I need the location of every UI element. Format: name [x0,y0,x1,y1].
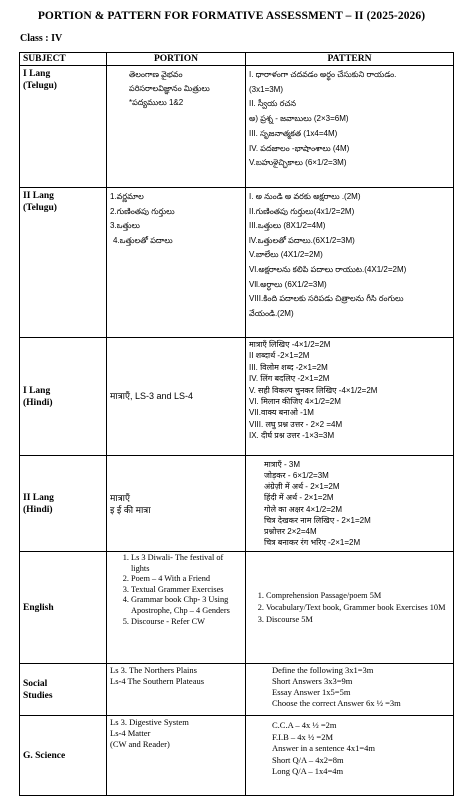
pattern-line: IV. పదజాలం -భాషాంశాలు (4M) [249,143,350,153]
pattern-line: VIII.కింది పదాలకు సరిపడు చిత్రాలను గీసి రంగులు [249,294,404,304]
subject-name: I Lang [23,69,51,79]
pattern-line: Vl.అక్షరాలను కలిపి పదాలు రాయుట.(4X1/2=2M) [249,264,407,274]
pattern-line: II. స్వీయ రచన [249,99,297,109]
list-item: 3.ఒత్తులు [110,221,140,230]
table-row [20,338,454,456]
portion-line: Ls-4 The Southern Plateaus [110,676,205,686]
list-item: 4.ఒత్తులతో పదాలు [113,235,173,245]
subject-sub: (Telugu) [23,203,57,213]
list-item: 3. Discourse 5M [266,614,450,626]
subject-cell [20,188,107,338]
subject-cell [20,338,107,456]
list-item: 1. Comprehension Passage/poem 5M [266,590,450,602]
portion-cell [107,66,246,188]
list-item: 3. Textual Grammer Exercises [131,585,242,596]
table-row [20,664,454,716]
pattern-line: lV.ఒత్తులతో పదాలు.(6X1/2=3M) [249,235,355,245]
portion-cell [107,456,246,552]
pattern-line: V.బాలేలు (4X1/2=2M) [249,250,323,260]
header-portion: PORTION [107,53,246,66]
list-item: 2.గుణింతపు గుర్తులు [110,206,175,216]
table-row [20,716,454,796]
pattern-line: (3x1=3M) [249,84,284,94]
list-item: 1. Define the following 3x1=3m [272,665,450,676]
list-item: 3. Answer in a sentence 4x1=4m [272,743,450,755]
pattern-line: III. సృజనాత్మకత (1x4=4M) [249,128,338,138]
subject-name: Social [23,678,48,689]
list-item: 1. मात्राएँ - 3M [264,459,450,470]
header-pattern: PATTERN [246,53,454,66]
list-item: 2. जोड़कर - 6×1/2=3M [264,470,450,481]
list-item: 2. Poem – 4 With a Friend [131,574,242,585]
pattern-line: VII.वाक्य बनाओ -1M [249,408,314,418]
list-item: 5. गोले का अक्षर 4×1/2=2M [264,504,450,515]
pattern-line: मात्राएँ लिखिए -4×1/2=2M [249,340,331,349]
subject-sub: (Hindi) [23,397,53,408]
list-item: 2. F.I.B – 4x ½ =2M [272,732,450,744]
list-item: 5. Discourse - Refer CW [131,617,242,628]
subject-name: G. Science [23,750,66,761]
subject-name: II Lang [23,191,54,201]
table-row [20,66,454,188]
portion-cell [107,664,246,716]
portion-line: मात्राएँ, LS-3 and LS-4 [110,390,194,401]
portion-line: Ls 3. The Northers Plains [110,665,197,675]
pattern-line: III.ఒత్తులు (8X1/2=4M) [249,221,326,231]
pattern-cell [246,664,454,716]
list-item: 4. Short Q/A – 4x2=8m [272,755,450,767]
list-item: 4. Grammar book Chp- 3 Using Apostrophe, Chp – 4 Genders [131,595,242,616]
list-item: 2. పరిసరాలవిజ్ఞానం మిత్రులు [129,82,242,96]
table-row [20,552,454,664]
table-header-row [20,53,454,66]
subject-name: English [23,602,54,613]
portion-cell [107,716,246,796]
list-item: 4. Choose the correct Answer 6x ½ =3m [272,698,450,709]
pattern-line: అ) ప్రశ్న - జవాబులు (2×3=6M) [249,114,349,124]
pattern-cell [246,552,454,664]
pattern-line: II.గుణింతపు గుర్తులు(4x1/2=2M) [249,206,355,216]
subject-cell [20,456,107,552]
pattern-line: VIII. लघु प्रश्न उत्तर - 2×2 =4M [249,419,343,429]
table-row [20,456,454,552]
pattern-cell [246,66,454,188]
pattern-line: VI. मिलान कीजिए 4×1/2=2M [249,397,341,407]
list-item: 1.వర్ణమాల [110,192,144,201]
portion-cell [107,338,246,456]
portion-line: मात्राएँ [110,492,130,503]
header-subject: SUBJECT [20,53,107,66]
list-item: 7. प्रश्नोत्तर 2×2=4M [264,526,450,537]
subject-cell [20,716,107,796]
subject-cell [20,66,107,188]
list-item: 2. Short Answers 3x3=9m [272,676,450,687]
class-label: Class : IV [20,33,63,44]
list-item: 2. Vocabulary/Text book, Grammer book Exercises 10M [266,602,450,614]
pattern-cell [246,338,454,456]
list-item: 4. हिंदी में अर्थ - 2×1=2M [264,492,450,503]
list-item: 8. चित्र बनाकर रंग भरिए -2×1=2M [264,537,450,548]
pattern-line: వేయండి.(2M) [249,308,294,318]
list-item: 1. Ls 3 Diwali- The festival of lights [131,553,242,574]
subject-sub: (Hindi) [23,504,53,515]
list-item: 3. अंग्रेज़ी में अर्थ - 2×1=2M [264,481,450,492]
pattern-line: I. అ నుండి అ వరకు అక్షరాలు .(2M) [249,192,361,201]
list-item: 3. *పద్యములు 1&2 [129,96,242,110]
pattern-cell [246,716,454,796]
portion-line: (CW and Reader) [110,739,170,749]
portion-line: इ ई की मात्रा [110,504,151,515]
list-item: 5. Long Q/A – 1x4=4m [272,766,450,778]
subject-sub: (Telugu) [23,81,57,91]
subject-name: II Lang [23,492,54,503]
pattern-line: IV. लिंग बदलिए -2×1=2M [249,374,330,384]
document-title: PORTION & PATTERN FOR FORMATIVE ASSESSMENT – II (2025-2026) [37,10,426,22]
pattern-cell [246,188,454,338]
pattern-line: V. सही विकल्प चुनकर लिखिए -4×1/2=2M [249,385,378,395]
portion-line: Ls 3. Digestive System [110,717,189,727]
portion-pattern-table [19,52,454,796]
table-row [20,188,454,338]
pattern-line: III. विलोम शब्द -2×1=2M [249,362,328,372]
list-item: 3. Essay Answer 1x5=5m [272,687,450,698]
list-item: 6. चित्र देखकर नाम लिखिए - 2×1=2M [264,515,450,526]
portion-cell [107,188,246,338]
pattern-line: IX. दीर्घ प्रश्न उत्तर -1×3=3M [249,431,335,441]
subject-cell [20,552,107,664]
portion-line: Ls-4 Matter [110,728,151,738]
subject-cell [20,664,107,716]
portion-cell [107,552,246,664]
subject-sub: Studies [23,690,53,701]
list-item: 1. తెలంగాణ వైభవం [129,68,242,82]
pattern-cell [246,456,454,552]
subject-name: I Lang [23,385,51,396]
pattern-line: Vll.అర్ధాలు (6X1/2=3M) [249,279,327,289]
pattern-line: II शब्दार्थ -2×1=2M [249,351,310,361]
pattern-line: I. ధారాళంగా చదవడం అర్థం చేసుకుని రాయడం. [249,70,397,79]
pattern-line: V.బహుళైచ్ఛికాలు (6×1/2=3M) [249,158,347,168]
list-item: 1. C.C.A – 4x ½ =2m [272,720,450,732]
